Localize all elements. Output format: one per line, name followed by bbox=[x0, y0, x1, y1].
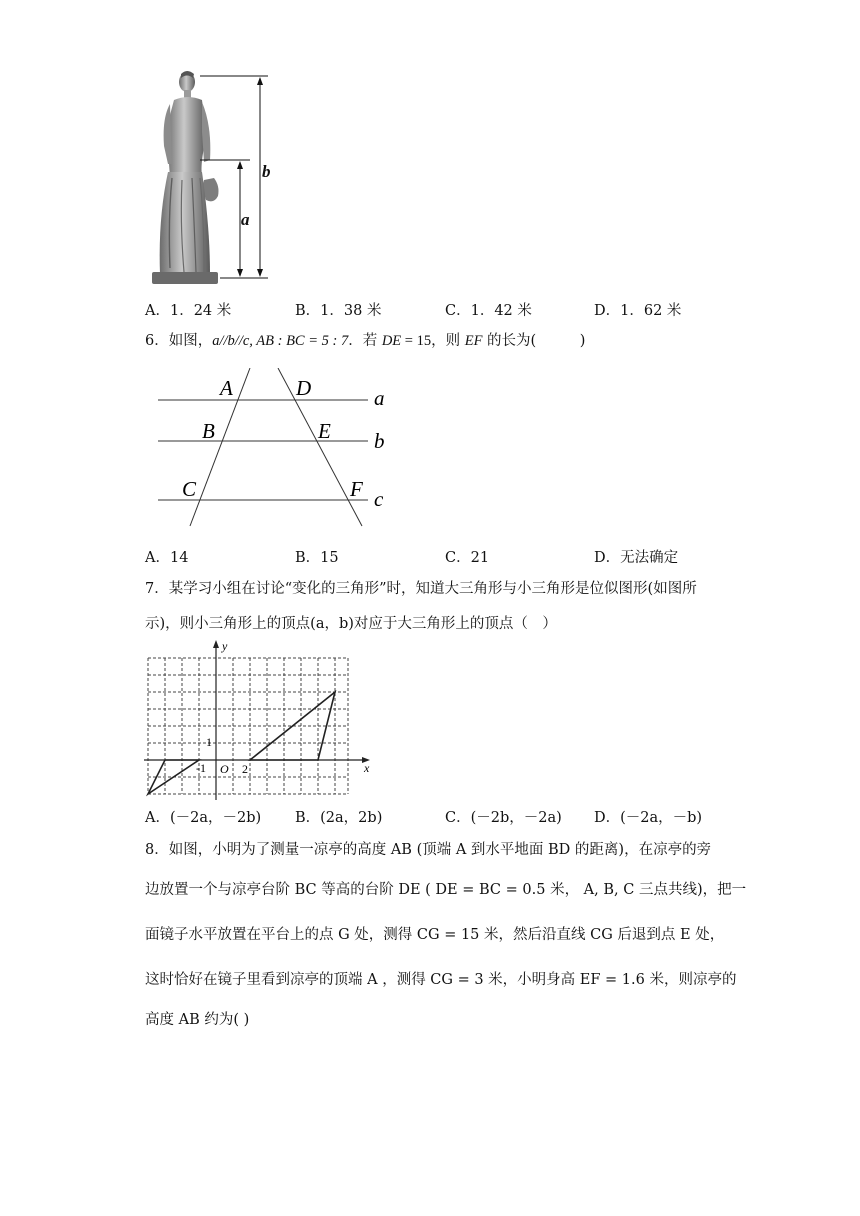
small-triangle bbox=[148, 760, 199, 794]
line-c-label: c bbox=[374, 487, 384, 511]
homothety-grid-figure bbox=[140, 640, 380, 802]
origin-label: O bbox=[220, 762, 229, 776]
q7-stem-line2: 示)，则小三角形上的顶点(a，b)对应于大三角形上的顶点（ ） bbox=[145, 616, 557, 632]
tick-label-2: 2 bbox=[242, 762, 248, 776]
transversal-right bbox=[278, 368, 362, 526]
q6-option-b[interactable]: B．15 bbox=[295, 550, 339, 566]
q6-condition: a//b//c, AB : BC = 5 : 7 bbox=[212, 333, 349, 349]
x-axis-label: x bbox=[364, 761, 370, 775]
q7-option-c[interactable]: C．(－2b，－2a) bbox=[445, 810, 562, 826]
q5-option-d[interactable]: D．1．62 米 bbox=[594, 303, 682, 319]
line-a-label: a bbox=[374, 386, 385, 410]
q7-option-a[interactable]: A．(－2a，－2b) bbox=[145, 810, 262, 826]
tick-label-1: 1 bbox=[206, 735, 212, 749]
tick-label-neg1: -1 bbox=[196, 761, 206, 775]
q8-stem-line1: 8．如图，小明为了测量一凉亭的高度 AB (顶端 A 到水平地面 BD 的距离)，在凉亭的旁 bbox=[145, 842, 712, 858]
q8-stem-line4: 这时恰好在镜子里看到凉亭的顶端 A ，测得 CG = 3 米，小明身高 EF = 1.6 米，则凉亭的 bbox=[145, 972, 737, 988]
y-axis-label: y bbox=[222, 640, 228, 653]
point-a-label: A bbox=[220, 376, 233, 400]
q8-stem-line3: 面镜子水平放置在平台上的点 G 处，测得 CG = 15 米，然后沿直线 CG 后退到点 E 处， bbox=[145, 927, 725, 943]
point-e-label: E bbox=[318, 419, 331, 443]
q6-stem bbox=[145, 331, 585, 351]
q6-number: 6．如图， bbox=[145, 333, 213, 349]
q6-option-d[interactable]: D．无法确定 bbox=[594, 550, 679, 566]
q6-mid: ．若 bbox=[348, 333, 382, 349]
q7-option-b[interactable]: B．(2a，2b) bbox=[295, 810, 383, 826]
q6-de: DE bbox=[381, 333, 402, 349]
q5-option-a[interactable]: A．1．24 米 bbox=[145, 303, 232, 319]
line-b-label: b bbox=[374, 429, 385, 453]
q8-stem-line5: 高度 AB 约为( ) bbox=[145, 1012, 250, 1028]
q6-then: ，则 bbox=[431, 333, 465, 349]
q5-option-b[interactable]: B．1．38 米 bbox=[295, 303, 382, 319]
q7-option-d[interactable]: D．(－2a，－b) bbox=[594, 810, 703, 826]
label-a: a bbox=[241, 210, 250, 229]
large-triangle bbox=[250, 692, 335, 760]
point-b-label: B bbox=[202, 419, 215, 443]
parallel-lines-figure bbox=[150, 368, 400, 528]
q6-ef: EF bbox=[464, 333, 483, 349]
q6-option-a[interactable]: A．14 bbox=[145, 550, 189, 566]
point-f-label: F bbox=[350, 477, 363, 501]
q6-eq: = 15 bbox=[401, 333, 432, 349]
point-c-label: C bbox=[182, 477, 197, 501]
q6-tail: 的长为( ) bbox=[482, 333, 586, 349]
q6-option-c[interactable]: C．21 bbox=[445, 550, 490, 566]
label-b: b bbox=[262, 162, 271, 181]
point-d-label: D bbox=[296, 376, 312, 400]
q7-stem-line1: 7．某学习小组在讨论“变化的三角形”时，知道大三角形与小三角形是位似图形(如图所 bbox=[145, 581, 697, 597]
q5-option-c[interactable]: C．1．42 米 bbox=[445, 303, 532, 319]
q8-stem-line2: 边放置一个与凉亭台阶 BC 等高的台阶 DE ( DE = BC = 0.5 米， A, B, C 三点共线)，把一 bbox=[145, 882, 747, 898]
